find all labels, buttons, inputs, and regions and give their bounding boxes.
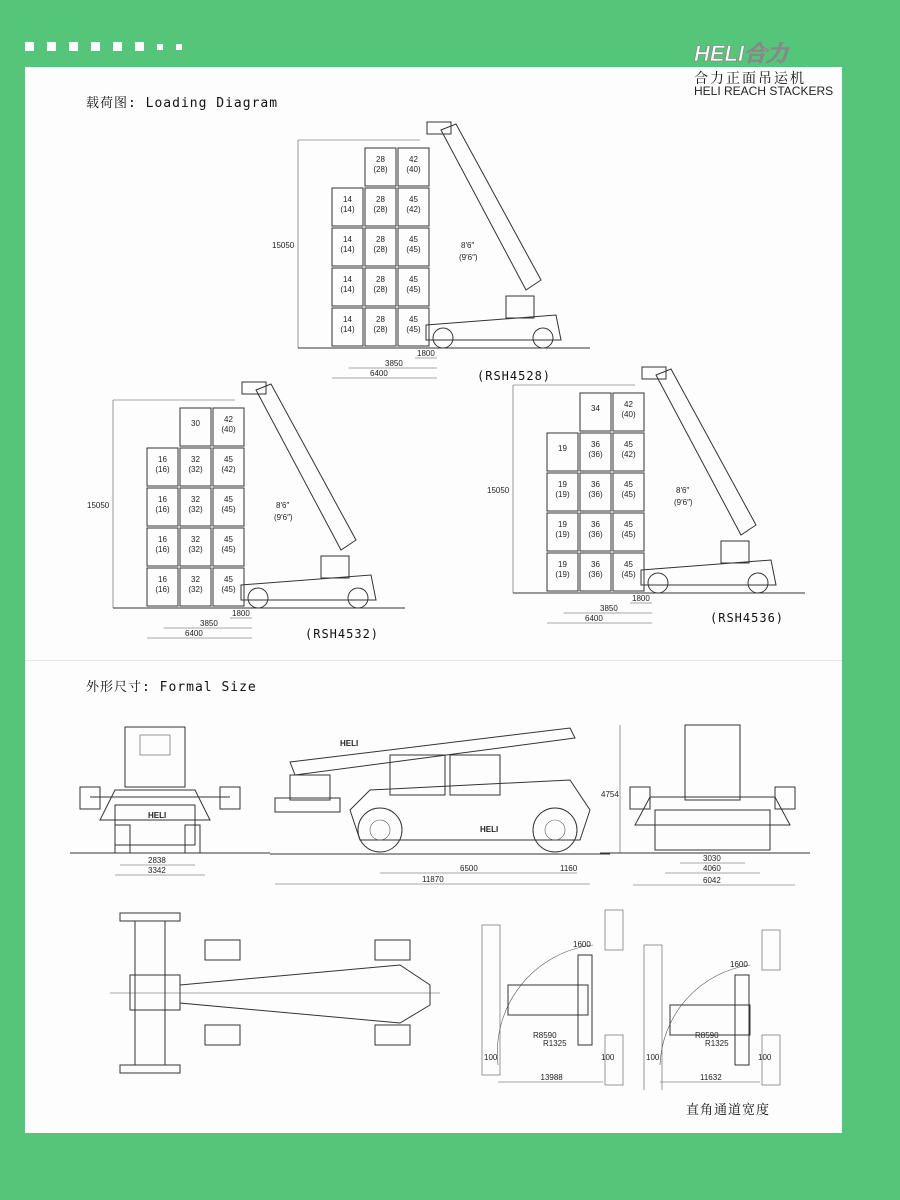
dim-3850: 3850 xyxy=(385,359,403,368)
right-angle-aisle-width-label: 直角通道宽度 xyxy=(686,1103,771,1118)
aisle-side-right: 100 xyxy=(601,1053,615,1062)
loading-diagram-rsh4532 xyxy=(85,360,415,650)
top-view-drawing xyxy=(110,905,450,1080)
loading-diagram-title: 载荷图: Loading Diagram xyxy=(86,96,279,111)
container-load-label: (28) xyxy=(373,325,388,334)
aisle-radius-outer: R8590 xyxy=(533,1031,557,1040)
rear-dim-4754: 4754 xyxy=(601,790,619,799)
container-height-label: 8′6″ xyxy=(676,486,690,495)
aisle-radius-inner: R1325 xyxy=(543,1039,567,1048)
aisle-turn-diagram-2 xyxy=(640,925,790,1090)
rear-dim-4060: 4060 xyxy=(703,864,721,873)
container-load-label: 32 xyxy=(191,575,200,584)
dim-3850: 3850 xyxy=(600,604,618,613)
container-load-label: (40) xyxy=(621,410,636,419)
container-load-label: 19 xyxy=(558,520,567,529)
container-load-label: 45 xyxy=(224,495,233,504)
loading-diagram-rsh4536 xyxy=(485,345,815,635)
container-load-label: 36 xyxy=(591,520,600,529)
container-load-label: 28 xyxy=(376,155,385,164)
rear-dim-6042: 6042 xyxy=(703,876,721,885)
container-load-label: 28 xyxy=(376,315,385,324)
aisle-side-left: 100 xyxy=(484,1053,498,1062)
container-load-label: 45 xyxy=(624,480,633,489)
container-load-label: 45 xyxy=(409,235,418,244)
dim-3850: 3850 xyxy=(200,619,218,628)
height-dim-label: 15050 xyxy=(487,486,510,495)
container-load-label: 45 xyxy=(409,315,418,324)
container-load-label: (16) xyxy=(155,465,170,474)
aisle-width-dim: 13988 xyxy=(540,1073,563,1082)
dim-1800: 1800 xyxy=(232,609,250,618)
container-load-label: 32 xyxy=(191,535,200,544)
container-load-label: (36) xyxy=(588,450,603,459)
container-load-label: 45 xyxy=(224,455,233,464)
side-view-drawing xyxy=(270,720,610,890)
container-load-label: 45 xyxy=(224,535,233,544)
side-dim-6500: 6500 xyxy=(460,864,478,873)
container-load-label: (16) xyxy=(155,505,170,514)
container-height-label-alt: (9′6″) xyxy=(274,513,293,522)
container-load-label: 19 xyxy=(558,444,567,453)
container-load-label: (45) xyxy=(221,505,236,514)
container-load-label: (45) xyxy=(406,245,421,254)
container-load-label: (42) xyxy=(621,450,636,459)
aisle-radius-inner: R1325 xyxy=(705,1039,729,1048)
container-load-label: (45) xyxy=(221,545,236,554)
container-load-label: 45 xyxy=(409,275,418,284)
model-label-rsh4532: (RSH4532) xyxy=(305,627,380,641)
container-load-label: (28) xyxy=(373,285,388,294)
container-load-label: 32 xyxy=(191,495,200,504)
height-dim-label: 15050 xyxy=(87,501,110,510)
front-dim-3342: 3342 xyxy=(148,866,166,875)
rear-dim-3030: 3030 xyxy=(703,854,721,863)
container-load-label: (32) xyxy=(188,545,203,554)
dim-6400: 6400 xyxy=(370,369,388,378)
container-load-label: (42) xyxy=(406,205,421,214)
header-dots xyxy=(25,42,182,51)
container-load-label: 28 xyxy=(376,235,385,244)
container-load-label: 14 xyxy=(343,235,352,244)
boom-logo: HELI xyxy=(340,739,359,748)
side-dim-1160: 1160 xyxy=(560,864,578,873)
container-load-label: (36) xyxy=(588,570,603,579)
container-height-label-alt: (9′6″) xyxy=(459,253,478,262)
container-load-label: (16) xyxy=(155,545,170,554)
dim-6400: 6400 xyxy=(585,614,603,623)
aisle-radius-outer: R8590 xyxy=(695,1031,719,1040)
container-load-label: (19) xyxy=(555,530,570,539)
heli-logo-text: HELI合力 xyxy=(694,42,789,66)
side-dim-11870: 11870 xyxy=(422,875,444,884)
container-load-label: 16 xyxy=(158,575,167,584)
container-load-label: 45 xyxy=(624,440,633,449)
container-load-label: (14) xyxy=(340,285,355,294)
container-load-label: (28) xyxy=(373,205,388,214)
container-load-label: (45) xyxy=(621,530,636,539)
model-label-rsh4536: (RSH4536) xyxy=(710,611,785,625)
container-load-label: 36 xyxy=(591,440,600,449)
container-load-label: (16) xyxy=(155,585,170,594)
container-load-label: (28) xyxy=(373,165,388,174)
dim-1800: 1800 xyxy=(417,349,435,358)
brand-name-en: HELI REACH STACKERS xyxy=(694,84,834,98)
container-load-label: 16 xyxy=(158,495,167,504)
aisle-top-dim: 1600 xyxy=(573,940,591,949)
container-load-label: (32) xyxy=(188,505,203,514)
container-load-label: (45) xyxy=(406,325,421,334)
container-load-label: 19 xyxy=(558,560,567,569)
container-load-label: (45) xyxy=(406,285,421,294)
container-load-label: 19 xyxy=(558,480,567,489)
container-load-label: (40) xyxy=(221,425,236,434)
aisle-side-right: 100 xyxy=(758,1053,772,1062)
container-load-label: 42 xyxy=(624,400,633,409)
container-load-label: (36) xyxy=(588,490,603,499)
container-load-label: (45) xyxy=(621,570,636,579)
container-load-label: 45 xyxy=(624,560,633,569)
container-height-label: 8′6″ xyxy=(276,501,290,510)
container-load-label: 45 xyxy=(409,195,418,204)
model-label-rsh4528: (RSH4528) xyxy=(477,369,552,383)
container-load-label: 16 xyxy=(158,535,167,544)
container-load-label: (14) xyxy=(340,325,355,334)
container-height-label: 8′6″ xyxy=(461,241,475,250)
container-load-label: 14 xyxy=(343,275,352,284)
container-load-label: 14 xyxy=(343,315,352,324)
container-load-label: (45) xyxy=(621,490,636,499)
container-load-label: 30 xyxy=(191,419,200,428)
container-load-label: (36) xyxy=(588,530,603,539)
aisle-turn-diagram-1 xyxy=(478,905,633,1090)
body-logo: HELI xyxy=(480,825,499,834)
container-load-label: 36 xyxy=(591,560,600,569)
container-load-label: 14 xyxy=(343,195,352,204)
dim-6400: 6400 xyxy=(185,629,203,638)
container-load-label: 45 xyxy=(624,520,633,529)
container-load-label: (45) xyxy=(221,585,236,594)
container-load-label: (32) xyxy=(188,465,203,474)
heli-logo xyxy=(694,42,834,66)
container-load-label: 34 xyxy=(591,404,600,413)
container-load-label: 16 xyxy=(158,455,167,464)
container-load-label: (28) xyxy=(373,245,388,254)
container-load-label: 32 xyxy=(191,455,200,464)
container-load-label: (14) xyxy=(340,205,355,214)
container-load-label: 36 xyxy=(591,480,600,489)
container-load-label: (14) xyxy=(340,245,355,254)
front-view-logo: HELI xyxy=(148,811,167,820)
container-load-label: 45 xyxy=(224,575,233,584)
front-view-drawing xyxy=(70,715,270,885)
rear-view-drawing xyxy=(595,715,810,895)
container-load-label: 42 xyxy=(409,155,418,164)
brand-name-cn: 合力正面吊运机 xyxy=(694,71,806,87)
container-load-label: (19) xyxy=(555,490,570,499)
aisle-width-dim: 11632 xyxy=(700,1073,722,1082)
dim-1800: 1800 xyxy=(632,594,650,603)
section-divider xyxy=(25,660,842,661)
formal-size-title: 外形尺寸: Formal Size xyxy=(86,680,257,695)
container-load-label: (40) xyxy=(406,165,421,174)
container-load-label: (42) xyxy=(221,465,236,474)
container-load-label: 28 xyxy=(376,195,385,204)
container-load-label: (19) xyxy=(555,570,570,579)
container-load-label: 28 xyxy=(376,275,385,284)
height-dim-label: 15050 xyxy=(272,241,295,250)
aisle-top-dim: 1600 xyxy=(730,960,748,969)
front-dim-2838: 2838 xyxy=(148,856,166,865)
aisle-side-left: 100 xyxy=(646,1053,660,1062)
container-load-label: (32) xyxy=(188,585,203,594)
container-height-label-alt: (9′6″) xyxy=(674,498,693,507)
container-load-label: 42 xyxy=(224,415,233,424)
